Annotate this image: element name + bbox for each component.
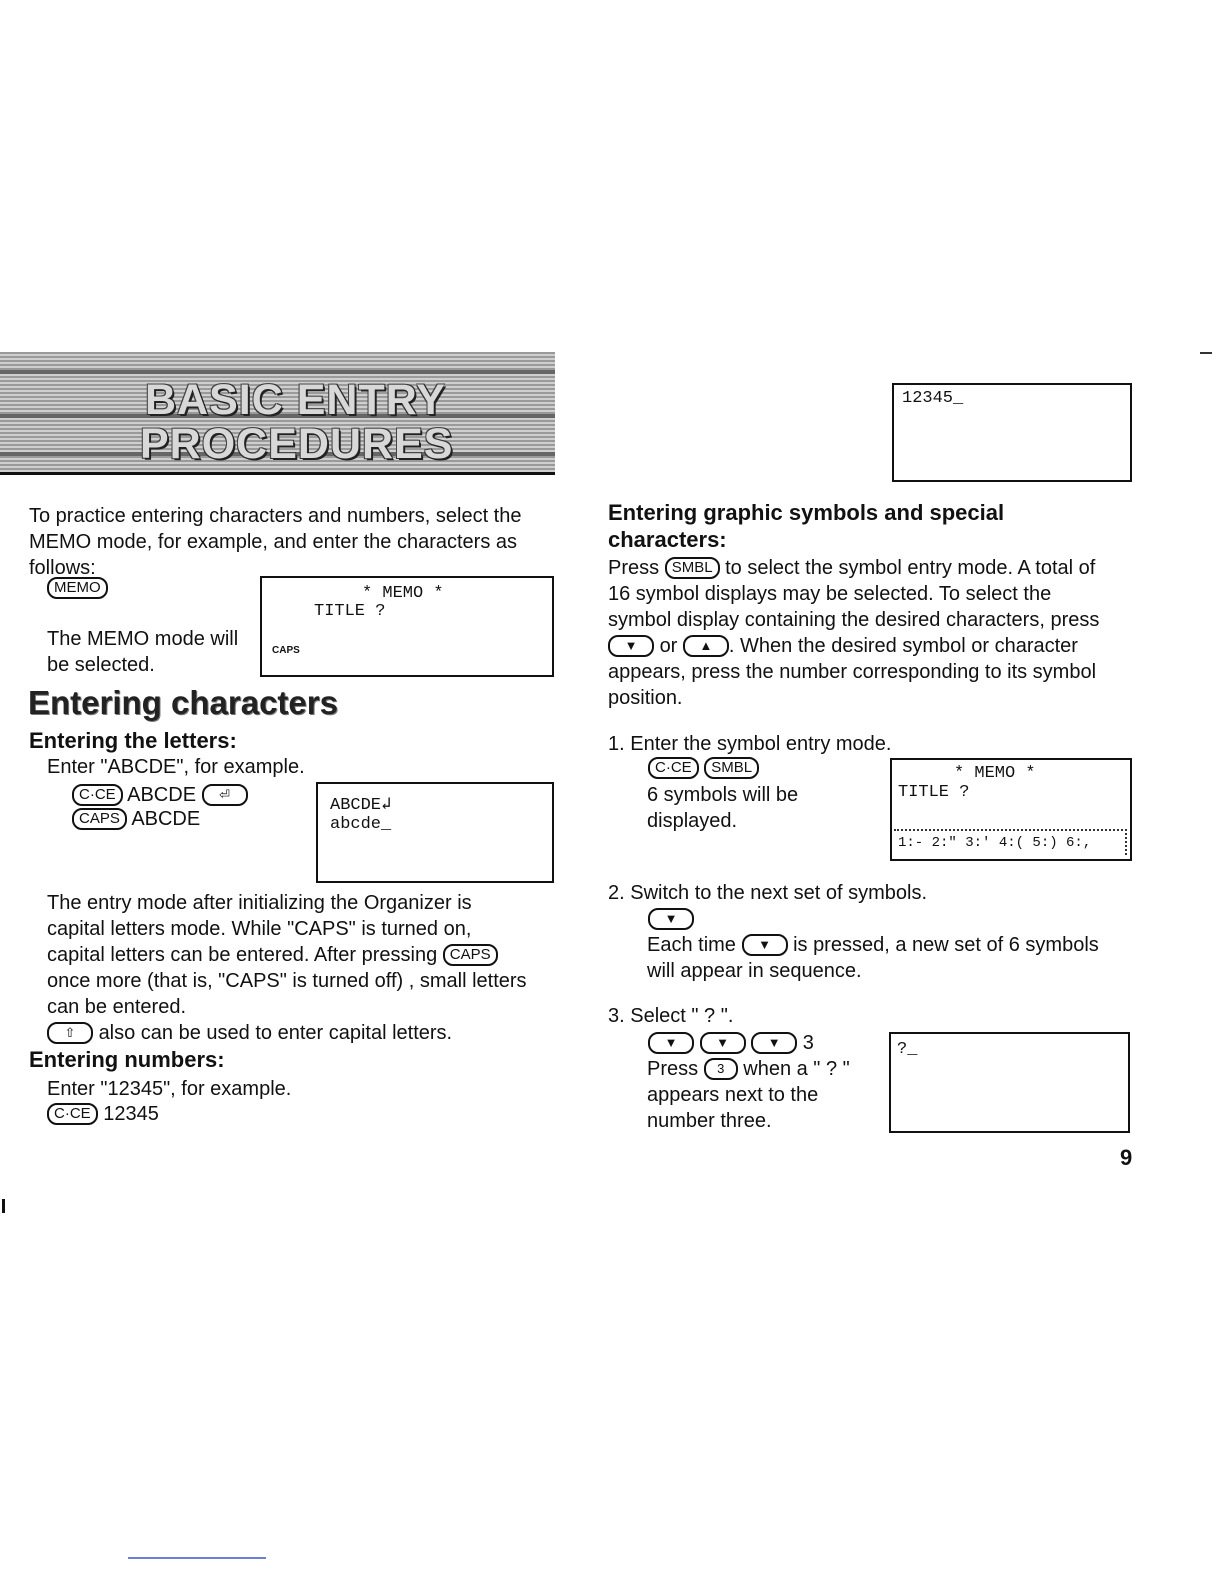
caps-indicator: CAPS [272, 645, 300, 656]
step-2-title: 2. Switch to the next set of symbols. [608, 882, 928, 904]
lcd-line: abcde_ [330, 815, 392, 834]
lcd-letters-display [316, 782, 554, 883]
c-ce-key: C·CE [47, 1103, 98, 1125]
letters-heading: Entering the letters: [29, 728, 237, 753]
smbl-key: SMBL [665, 557, 720, 579]
step-3-paragraph: Press 3 when a " ? " appears next to the number three. [647, 1058, 850, 1132]
down-arrow-key: ▼ [608, 635, 654, 657]
lcd-line: TITLE ? [898, 783, 970, 802]
numbers-step [47, 1101, 159, 1127]
lcd-line: * MEMO * [954, 764, 1036, 783]
intro-paragraph: To practice entering characters and numbers, select the MEMO mode, for example, and enter the characters as follows: [29, 505, 522, 579]
down-arrow-key: ▼ [742, 934, 788, 956]
step-text: ABCDE [127, 784, 197, 806]
letters-paragraph: The entry mode after initializing the Organizer is capital letters mode. While "CAPS" is turned on, capital letters can be entered. After pressing CAPS once more (that is, "CAPS" is turned off) , small letters can be entered. ⇧ also can be used to enter capital letters. [47, 892, 527, 1044]
caps-key: CAPS [443, 944, 498, 966]
lcd-symbol-row: 1:- 2:" 3:' 4:( 5:) 6:, [894, 829, 1127, 855]
step-3-title: 3. Select " ? ". [608, 1005, 734, 1027]
page-title: BASIC ENTRY PROCEDURES [140, 376, 454, 468]
lcd-line: TITLE ? [314, 602, 386, 621]
step-text: 12345 [103, 1103, 159, 1125]
letters-step-2 [72, 806, 200, 832]
margin-mark [2, 1199, 5, 1213]
step-1-note: 6 symbols will be displayed. [647, 784, 799, 832]
down-arrow-key: ▼ [751, 1032, 797, 1054]
header-banner [0, 352, 555, 475]
numbers-heading: Entering numbers: [29, 1047, 225, 1072]
lcd-line: 12345_ [902, 389, 964, 408]
down-arrow-key: ▼ [700, 1032, 746, 1054]
step-3-keys [648, 1030, 814, 1056]
number-3-key: 3 [704, 1058, 738, 1080]
memo-note: The MEMO mode will be selected. [47, 628, 239, 676]
memo-key-step [47, 575, 108, 601]
enter-key: ⏎ [202, 784, 248, 806]
step-2-key [648, 906, 694, 932]
caps-key: CAPS [72, 808, 127, 830]
letters-step-1 [72, 782, 248, 808]
step-2-paragraph: Each time ▼ is pressed, a new set of 6 symbols will appear in sequence. [647, 934, 1099, 982]
lcd-line: ABCDE↲ [330, 796, 392, 815]
letters-intro: Enter "ABCDE", for example. [47, 756, 305, 778]
section-title: Entering characters [28, 684, 338, 721]
page-number: 9 [1120, 1145, 1133, 1170]
symbols-heading: Entering graphic symbols and special characters: [608, 500, 1005, 552]
c-ce-key: C·CE [72, 784, 123, 806]
lcd-line: * MEMO * [362, 584, 444, 603]
down-arrow-key: ▼ [648, 1032, 694, 1054]
step-text: ABCDE [131, 808, 201, 830]
lcd-numbers-display [892, 383, 1132, 482]
lcd-line: ?_ [897, 1040, 918, 1059]
margin-mark [1200, 352, 1212, 354]
lcd-select-display [889, 1032, 1130, 1133]
lcd-memo-display [260, 576, 554, 677]
numbers-intro: Enter "12345", for example. [47, 1078, 292, 1100]
step-text: 3 [802, 1032, 814, 1054]
shift-key: ⇧ [47, 1022, 93, 1044]
step-1-keys [648, 755, 759, 781]
down-arrow-key: ▼ [648, 908, 694, 930]
memo-key: MEMO [47, 577, 108, 599]
smbl-key: SMBL [704, 757, 759, 779]
c-ce-key: C·CE [648, 757, 699, 779]
banner-band [0, 370, 555, 374]
underline-rule [128, 1557, 266, 1559]
lcd-symbols-display [890, 758, 1132, 861]
symbols-paragraph: Press SMBL to select the symbol entry mode. A total of 16 symbol displays may be selected. To select the symbol display containing the desired characters, press ▼ or ▲ . When the desired symbol or character appears, press the number corresponding to its symbol position. [608, 557, 1100, 709]
step-1-title: 1. Enter the symbol entry mode. [608, 733, 892, 755]
up-arrow-key: ▲ [683, 635, 729, 657]
